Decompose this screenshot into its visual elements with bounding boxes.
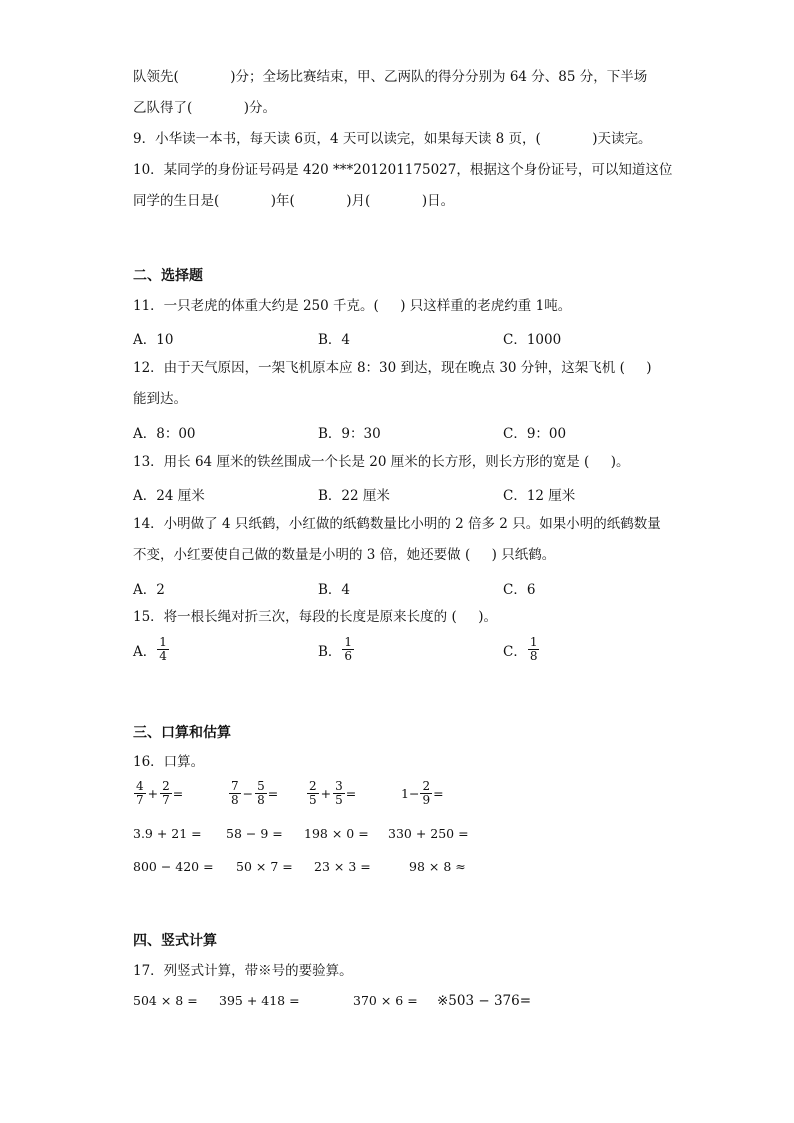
- numerator: 2: [162, 779, 170, 793]
- numerator: 4: [136, 779, 144, 793]
- vertical-calc-item: 504 × 8 =: [133, 993, 198, 1008]
- fraction: [307, 780, 319, 807]
- fraction: [255, 780, 267, 807]
- q14-option-b: B．4: [318, 582, 351, 598]
- numerator: 7: [231, 779, 239, 793]
- denominator: 5: [335, 793, 343, 807]
- q9-text: 9．小华读一本书，每天读 6页，4 天可以读完，如果每天读 8 页，( )天读完。: [133, 131, 652, 147]
- numerator: 2: [422, 779, 431, 793]
- q14-stem-line2: 不变，小红要使自己做的数量是小明的 3 倍，她还要做 ( ) 只纸鹤。: [133, 547, 556, 563]
- fraction: [229, 780, 241, 807]
- q13-option-a: A．24 厘米: [133, 488, 205, 504]
- vertical-calc-item-check: ※503 − 376=: [437, 993, 532, 1009]
- q11-option-c: C．1000: [503, 332, 562, 348]
- numerator: 1: [159, 635, 167, 649]
- fraction: [134, 780, 146, 807]
- calc-item: 23 × 3 =: [314, 859, 371, 874]
- denominator: 7: [136, 793, 144, 807]
- denominator: 7: [162, 793, 170, 807]
- q13-option-b: B．22 厘米: [318, 488, 390, 504]
- q15-option-a: [133, 636, 170, 663]
- q15-option-c: [503, 636, 540, 663]
- q14-option-c: C．6: [503, 582, 536, 598]
- q14-option-a: A．2: [133, 582, 165, 598]
- calc-item: 50 × 7 =: [236, 859, 293, 874]
- q12-option-b: B．9：30: [318, 426, 381, 442]
- equals: =: [433, 786, 444, 801]
- q13-option-c: C．12 厘米: [503, 488, 576, 504]
- numerator: 1: [344, 635, 353, 649]
- calc-fraction-1: [133, 780, 183, 807]
- section-title-choice: 二、选择题: [133, 268, 203, 284]
- denominator: 8: [231, 793, 239, 807]
- calc-fraction-2: [228, 780, 278, 807]
- q11-stem: 11．一只老虎的体重大约是 250 千克。( ) 只这样重的老虎约重 1吨。: [133, 298, 572, 314]
- q12-option-c: C．9：00: [503, 426, 567, 442]
- calc-item: 58 − 9 =: [226, 826, 283, 841]
- q14-stem-line1: 14．小明做了 4 只纸鹤，小红做的纸鹤数量比小明的 2 倍多 2 只。如果小明的纸鹤数量: [133, 516, 661, 532]
- section-title-vertical-calc: 四、竖式计算: [133, 933, 217, 949]
- option-label: C．: [503, 643, 527, 660]
- numerator: 2: [309, 779, 317, 793]
- q10-line1: 10．某同学的身份证号码是 420 ***201201175027，根据这个身份证号，可以知道这位: [133, 162, 673, 178]
- q8-line2: 乙队得了( )分。: [133, 100, 277, 116]
- q10-line2: 同学的生日是( )年( )月( )日。: [133, 193, 455, 209]
- q12-stem-line1: 12．由于天气原因，一架飞机原本应 8：30 到达，现在晚点 30 分钟，这架飞机 ( ): [133, 360, 652, 376]
- q8-line1: 队领先( )分；全场比赛结束，甲、乙两队的得分分别为 64 分、85 分，下半场: [133, 69, 648, 85]
- q11-option-a: A．10: [133, 332, 174, 348]
- equals: =: [172, 786, 184, 801]
- equals: =: [345, 786, 357, 801]
- fraction: [420, 780, 432, 807]
- numerator: 5: [257, 779, 265, 793]
- denominator: 5: [309, 793, 317, 807]
- fraction: [157, 636, 169, 663]
- equals: =: [267, 786, 279, 801]
- operator: +: [320, 786, 332, 801]
- denominator: 6: [344, 649, 353, 663]
- q16-stem: 16．口算。: [133, 754, 205, 770]
- calc-item: 800 − 420 =: [133, 859, 214, 874]
- calc-fraction-3: [306, 780, 356, 807]
- calc-item: 3.9 + 21 =: [133, 826, 202, 841]
- calc-fraction-4: [401, 780, 444, 807]
- calc-item: 198 × 0 =: [304, 826, 369, 841]
- section-title-mental-math: 三、口算和估算: [133, 725, 231, 741]
- calc-item: 330 + 250 =: [388, 826, 469, 841]
- numerator: 3: [335, 779, 343, 793]
- q17-stem: 17．列竖式计算，带※号的要验算。: [133, 963, 353, 979]
- vertical-calc-item: 370 × 6 =: [353, 993, 418, 1008]
- vertical-calc-item: 395 + 418 =: [219, 993, 300, 1008]
- q12-stem-line2: 能到达。: [133, 391, 187, 407]
- denominator: 9: [422, 793, 431, 807]
- operator: +: [147, 786, 159, 801]
- fraction: [160, 780, 172, 807]
- q11-option-b: B．4: [318, 332, 351, 348]
- fraction: [528, 636, 540, 663]
- q12-option-a: A．8：00: [133, 426, 196, 442]
- operator: −: [242, 786, 254, 801]
- option-label: B．: [318, 643, 342, 660]
- denominator: 8: [529, 649, 538, 663]
- numerator: 1: [529, 635, 538, 649]
- q15-stem: 15．将一根长绳对折三次，每段的长度是原来长度的 ( )。: [133, 609, 497, 625]
- minuend: 1−: [401, 786, 420, 801]
- denominator: 4: [159, 649, 167, 663]
- q13-stem: 13．用长 64 厘米的铁丝围成一个长是 20 厘米的长方形，则长方形的宽是 ( )。: [133, 454, 630, 470]
- fraction: [342, 636, 354, 663]
- q15-option-b: [318, 636, 355, 663]
- fraction: [333, 780, 345, 807]
- option-label: A．: [133, 643, 157, 660]
- denominator: 8: [257, 793, 265, 807]
- calc-item: 98 × 8 ≈: [409, 859, 466, 874]
